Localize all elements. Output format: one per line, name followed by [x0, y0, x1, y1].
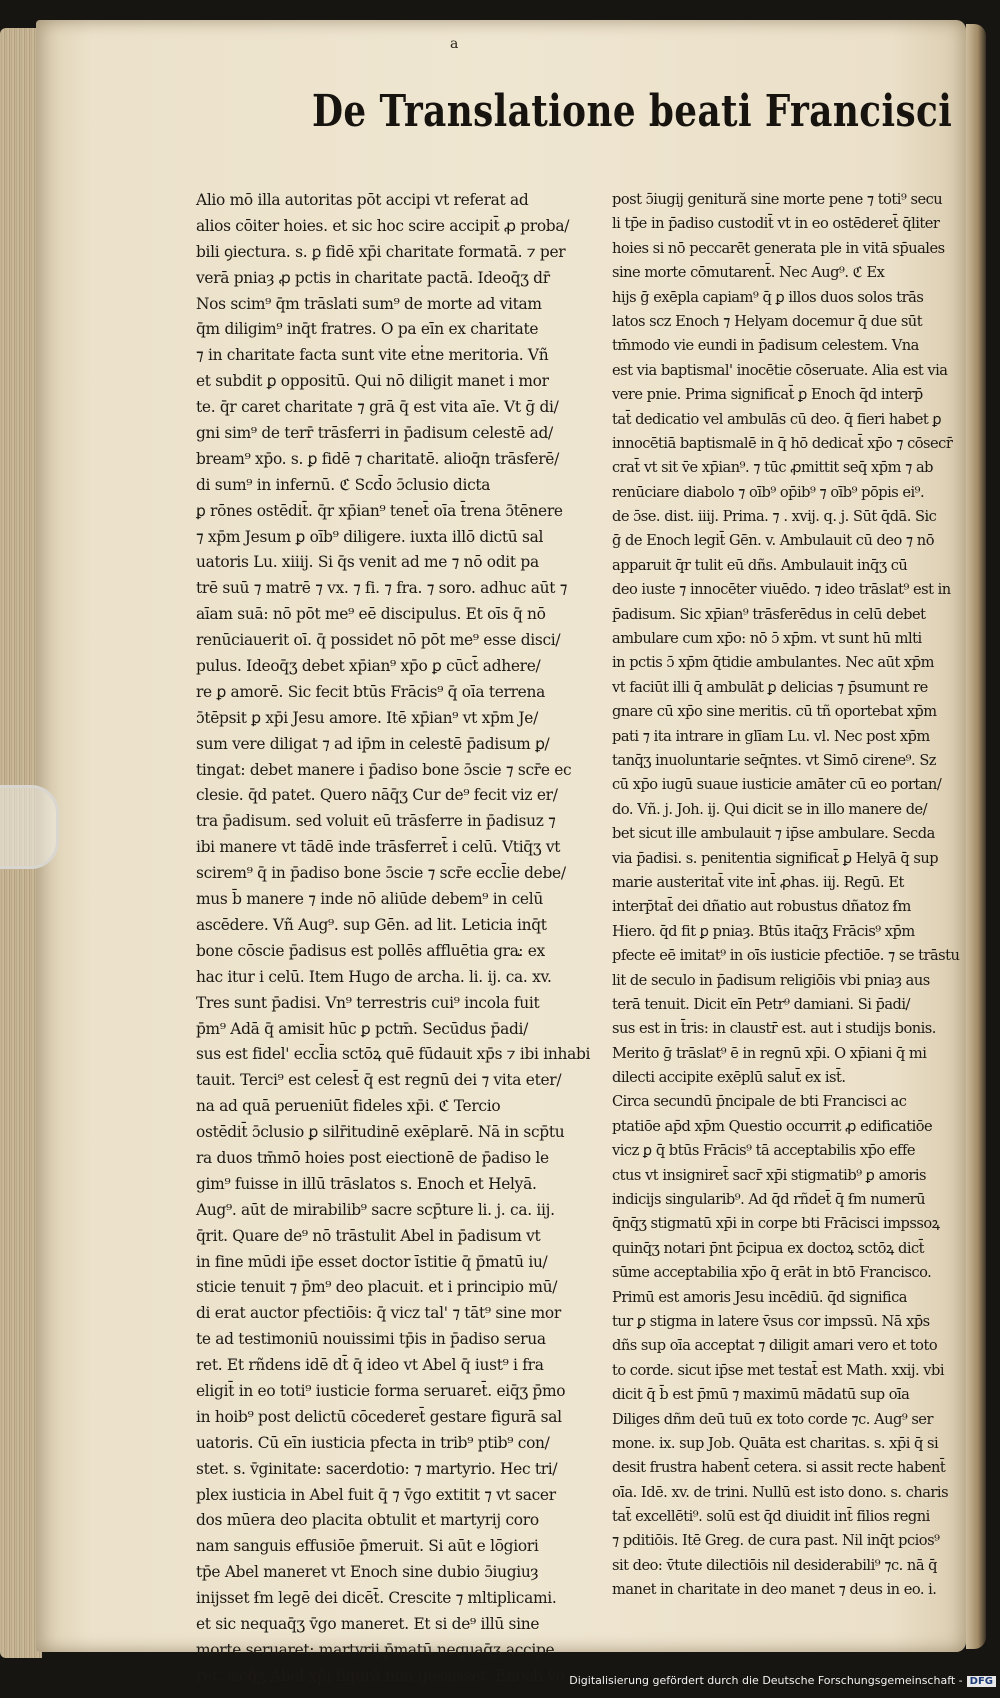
text-line: nam sanguis effusiōe p̄meruit. Si aūt e lōgiori [196, 1537, 539, 1556]
text-line: ostēdit̄ ɔ̄clusio ꝑ silr̄itudinē exēplarē. Nā in scp̄tu [196, 1123, 565, 1142]
text-line: oīa. Idē. xv. de trini. Nullū est isto dono. s. charis [612, 1483, 949, 1501]
text-line: mus b̄ manere ⁊ inde nō aliūde debem⁹ in celū [196, 890, 543, 909]
text-line: ⁊ xp̄m Jesum ꝑ oīb⁹ diligere. iuxta illō dictū sal [196, 527, 544, 546]
text-line: sit deo: v̄tute dilectiōis nil desiderabili⁹ ⁊c. nā q̄ [612, 1556, 938, 1574]
text-line: terā tenuit. Dicit eīn Petr⁹ damiani. Si p̄adi/ [612, 995, 910, 1013]
text-line: aīam suā: nō pōt me⁹ eē discipulus. Et oīs q̄ nō [196, 605, 546, 624]
text-line: ret. sicq̄ʒ Abel xp̄i figurā non gessisset. Enoch v̄o [196, 1666, 565, 1685]
text-line: vt faciūt illi q̄ ambulāt ꝑ delicias ⁊ p̄sumunt re [612, 678, 928, 696]
text-line: in fine mūdi ip̄e esset doctor īstitie q̄ p̄matū iu/ [196, 1252, 548, 1271]
text-line: tra p̄adisum. sed voluit eū trāsferre in p̄adisuz ⁊ [196, 812, 556, 831]
text-line: marie austeritat̄ vite int̄ ꝓhas. iij. Regū. Et [612, 873, 904, 891]
text-line: plex iusticia in Abel fuit q̄ ⁊ v̄go extitit ⁊ vt sacer [196, 1485, 556, 1504]
text-line: ibi manere vt tādē inde trāsferret̄ i celū. Vtiq̄ʒ vt [196, 838, 561, 857]
page-curl [966, 24, 986, 1649]
right-text-column [612, 188, 968, 1603]
text-line: dñs sup oīa acceptat ⁊ diligit amari vero et toto [612, 1337, 938, 1355]
text-line: hac itur i celū. Item Hugo de archa. li. ij. ca. xv. [196, 967, 552, 986]
text-line: de ɔ̄se. dist. iiij. Prima. ⁊ . xvij. q. j. Sūt q̄dā. Sic [612, 508, 937, 526]
text-line: innocētiā baptismalē in q̄ hō dedicat̄ xp̄o ⁊ cōsecr̄ [612, 434, 953, 452]
text-line: Alio mō illa autoritas pōt accipi vt referat ad [196, 191, 529, 209]
text-line: te. q̄r caret charitate ⁊ grā q̄ est vita aīe. Vt ḡ di/ [196, 398, 559, 417]
text-line: ꝑ rōnes ostēdit̄. q̄r xp̄ian⁹ tenet̄ oīa t̄rena ɔ̄tēnere [196, 501, 563, 520]
running-title: De Translatione beati Francisci [312, 86, 953, 137]
text-line: in hoib⁹ post delictū cōcederet̄ gestare figurā sal [196, 1407, 562, 1426]
text-line: sus est fidel' eccl̄ia sctōꝝ quē fūdauit xp̄s ⁊ ibi inhabi [196, 1045, 591, 1064]
dfg-logo: DFG [967, 1676, 996, 1687]
text-line: pfecte eē imitat⁹ in oīs iusticie pfectiōe. ⁊ se trāstu [612, 947, 960, 965]
text-line: clesie. q̄d patet. Quero nāq̄ʒ Cur de⁹ fecit viz er/ [196, 786, 558, 805]
text-line: ɔ̄tēpsit ꝑ xp̄i Jesu amore. Itē xp̄ian⁹ vt xp̄m Je/ [196, 708, 538, 727]
text-line: Nos scim⁹ q̄m trāslati sum⁹ de morte ad vitam [196, 294, 542, 313]
text-line: hijs ḡ exēpla capiam⁹ q̄ ꝑ illos duos solos trās [612, 288, 924, 306]
text-line: tat̄ dedicatio vel ambulās cū deo. q̄ fieri habet ꝑ [612, 410, 942, 428]
text-line: tat̄ excellēti⁹. solū est q̄d diuidit int̄ filios regni [612, 1508, 930, 1526]
text-line: sum vere diligat ⁊ ad ip̄m in celestē p̄adisum ꝑ/ [196, 734, 550, 753]
text-line: Circa secundū p̄ncipale de bti Francisci ac [612, 1093, 907, 1111]
text-line: Aug⁹. aūt de mirabilib⁹ sacre scp̄ture li. j. ca. iij. [196, 1200, 555, 1219]
text-line: sus est in t̄ris: in claustr̄ est. aut i studijs bonis. [612, 1020, 936, 1038]
text-line: crat̄ vt sit v̄e xp̄ian⁹. ⁊ tūc ꝓmittit seq̄ xp̄m ⁊ ab [612, 459, 934, 477]
text-line: q̄m diligim⁹ inq̄t fratres. O pa eīn ex charitate [196, 320, 539, 339]
text-line: cū xp̄o iugū suaue iusticie amāter cū eo portan/ [612, 776, 942, 794]
text-line: via p̄adisi. s. penitentia significat̄ ꝑ Helyā q̄ sup [612, 849, 939, 867]
text-line: tur ꝑ stigma in latere v̄sus cor impssū. Nā xp̄s [612, 1312, 930, 1330]
text-line: tp̄e Abel maneret vt Enoch sine dubio ɔ̄iugiuȝ [196, 1563, 539, 1582]
text-line: di sum⁹ in infernū. ℭ Scd̄o ɔ̄clusio dicta [196, 475, 491, 494]
page-mark: a [450, 36, 459, 52]
text-line: Hiero. q̄d fit ꝑ pniaȝ. Btūs itaq̄ʒ Frācis⁹ xp̄m [612, 922, 915, 940]
text-line: dilecti accipite exēplū salut̄ ex ist̄. [612, 1069, 846, 1087]
text-line: gim⁹ fuisse in illū trāslatos s. Enoch et Helyā. [196, 1174, 537, 1193]
text-line: indicijs singularib⁹. Ad q̄d rñdet̄ q̄ ẜm numerū [612, 1191, 926, 1209]
text-line: te ad testimoniū nouissimi tp̄is in p̄adiso serua [196, 1330, 546, 1349]
text-line: Diliges dñm deū tuū ex toto corde ⁊c. Aug⁹ ser [612, 1410, 933, 1428]
text-line: dos mūera deo placita obtulit et martyrij coro [196, 1511, 539, 1530]
text-line: ascēdere. Vñ Aug⁹. sup Gēn. ad lit. Leticia inq̄t [196, 915, 547, 934]
text-line: interp̄tat̄ dei dñatio aut robustus dñatoz ẜm [612, 898, 911, 916]
text-line: ⁊ pditiōis. Itē Greg. de cura past. Nil inq̄t pcios⁹ [612, 1532, 940, 1550]
text-line: verā pniaȝ ꝓ pctis in charitate pactā. Ideoq̄ʒ dr̄ [196, 268, 550, 287]
text-line: post ɔ̄iugij genitură sine morte pene ⁊ toti⁹ secu [612, 191, 943, 208]
text-line: q̄nq̄ʒ stigmatū xp̄i in corpe bti Frācisci impssoꝝ [612, 1215, 940, 1233]
text-line: morte seruaret: martyrij p̄matū nequaq̄ʒ accipe [196, 1640, 555, 1659]
text-line: ⁊ in charitate facta sunt vite eṫne meritoria. Vñ [196, 346, 549, 365]
text-line: tanq̄ʒ inuoluntarie seq̄ntes. vt Simō cirene⁹. Sz [612, 751, 936, 769]
text-line: q̄rit. Quare de⁹ nō trāstulit Abel in p̄adisum vt [196, 1226, 541, 1245]
text-line: uatoris. Cū eīn iusticia pfecta in trib⁹ ptib⁹ con/ [196, 1433, 550, 1452]
text-line: p̄adisum. Sic xp̄ian⁹ trāsferēdus in celū debet [612, 605, 926, 623]
text-line: tm̄modo vie eundi in p̄adisum celestem. Vna [612, 337, 919, 355]
text-line: di erat auctor pfectiōis: q̄ vicz tal' ⁊ tāt⁹ sine mor [196, 1304, 561, 1323]
left-text-column [196, 188, 598, 1690]
text-line: stet. s. v̄ginitate: sacerdotio: ⁊ martyrio. Hec tri/ [196, 1459, 558, 1478]
text-line: bone cōscie p̄adisus est pollēs affluētia gra꜡: ex [196, 941, 545, 960]
text-line: tingat: debet manere i p̄adiso bone ɔ̄scie ⁊ scr̄e ec [196, 760, 572, 779]
text-line: eligit̄ in eo toti⁹ iusticie forma seruaret̄. eiq̄ʒ p̄mo [196, 1381, 566, 1400]
text-line: na ad quā perueniūt fideles xp̄i. ℭ Tercio [196, 1097, 501, 1116]
text-line: sticie tenuit ⁊ p̄m⁹ deo placuit. et i principio mū/ [196, 1278, 558, 1297]
text-line: vicz ꝑ q̄ btūs Frācis⁹ tā acceptabilis xp̄o effe [612, 1142, 915, 1160]
text-line: pati ⁊ ita intrare in glīam Lu. vl. Nec post xp̄m [612, 727, 930, 745]
text-line: sūme acceptabilia xp̄o q̄ erāt in btō Francisco. [612, 1264, 932, 1282]
text-line: in pctis ɔ̄ xp̄m q̄tidie ambulantes. Nec aūt xp̄m [612, 654, 934, 672]
text-line: ambulare cum xp̄o: nō ɔ̄ xp̄m. vt sunt hū mlti [612, 630, 922, 648]
text-line: alios cōiter hoies. et sic hoc scire accipit̄ ꝓ proba/ [196, 216, 570, 235]
text-line: pulus. Ideoq̄ʒ debet xp̄ian⁹ xp̄o ꝑ cūct̄ adhere/ [196, 657, 541, 676]
text-line: Tres sunt p̄adisi. Vn⁹ terrestris cui⁹ incola fuit [196, 993, 540, 1012]
text-line: latos scz Enoch ⁊ Helyam docemur q̄ due sūt [612, 312, 923, 330]
text-line: dicit q̄ b̄ est p̄mū ⁊ maximū mādatū sup oīa [612, 1386, 910, 1404]
text-line: Primū est amoris Jesu incēdiū. q̄d significa [612, 1288, 907, 1306]
text-line: ḡ de Enoch legit̄ Gēn. v. Ambulauit cū deo ⁊ nō [612, 532, 934, 550]
text-line: inijsset ẜm legē dei dicēt̄. Crescite ⁊ mltiplicami. [196, 1589, 557, 1608]
text-line: li tp̄e in p̄adiso custodit̄ vt in eo ostēderet̄ q̄liter [612, 215, 940, 233]
text-line: scirem⁹ q̄ in p̄adiso bone ɔ̄scie ⁊ scr̄e eccl̄ie debe/ [196, 864, 566, 883]
text-line: est via baptismal' inocētie cōseruate. Alia est via [612, 361, 948, 379]
text-line: sine morte cōmutarent̄. Nec Aug⁹. ℭ Ex [612, 264, 885, 282]
text-line: ctus vt insigniret̄ sacr̄ xp̄i stigmatib⁹ ꝑ amoris [612, 1166, 927, 1184]
text-line: hoies si nō peccarēt generata ple in vitā sp̄uales [612, 239, 945, 257]
page-clip [0, 785, 59, 869]
text-line: desit frustra habent̄ cetera. si assit recte habent̄ [612, 1459, 946, 1477]
text-line: deo iuste ⁊ innocēter viuēdo. ⁊ ideo trāslat⁹ est in [612, 581, 951, 599]
text-line: mone. ix. sup Job. Quāta est charitas. s. xp̄i q̄ si [612, 1434, 939, 1452]
text-line: quinq̄ʒ notari p̄nt p̄cipua ex doctoꝝ sctōꝝ dict̄ [612, 1239, 925, 1257]
text-line: tauit. Terci⁹ est celest̄ q̄ est regnū dei ⁊ vita eter/ [196, 1071, 562, 1090]
text-line: renūciauerit oī. q̄ possidet nō pōt me⁹ esse disci/ [196, 631, 561, 650]
text-line: bream⁹ xp̄o. s. ꝑ fidē ⁊ charitatē. alioq̄n trāsferē/ [196, 449, 559, 468]
text-line: gnare cū xp̄o sine meritis. cū tñ oportebat xp̄m [612, 703, 937, 721]
text-line: lit de seculo in p̄adisum religiōis vbi pniaȝ aus [612, 971, 930, 989]
text-line: to corde. sicut ip̄se met testat̄ est Math. xxij. vbi [612, 1361, 945, 1379]
text-line: uatoris Lu. xiiij. Si q̄s venit ad me ⁊ nō odit pa [196, 553, 539, 572]
text-line: vere pnie. Prima significat̄ ꝑ Enoch q̄d interp̄ [612, 386, 923, 404]
text-line: et subdit ꝑ oppositū. Qui nō diligit manet i mor [196, 372, 549, 391]
text-line: bili ꝯiectura. s. ꝑ fidē xp̄i charitate formatā. ⁊ per [196, 242, 566, 261]
text-line: bet sicut ille ambulauit ⁊ ip̄se ambulare. Secda [612, 825, 935, 843]
credit-text: Digitalisierung gefördert durch die Deutsche Forschungsgemeinschaft - [569, 1674, 963, 1687]
text-line: Merito ḡ trāslat⁹ ē in regnū xp̄i. O xp̄iani q̄ mi [612, 1044, 927, 1062]
text-line: apparuit q̄r tulit eū dñs. Ambulauit inq̄ʒ cū [612, 556, 908, 574]
text-line: ra duos tm̄mō hoies post eiectionē de p̄adiso le [196, 1148, 549, 1167]
text-line: trē suū ⁊ matrē ⁊ vx. ⁊ fi. ⁊ fra. ⁊ soro. adhuc aūt ⁊ [196, 579, 568, 598]
text-line: gni sim⁹ de terr̄ trāsferri in p̄adisum celestē ad/ [196, 424, 553, 443]
text-line: ptatiōe ap̄d xp̄m Questio occurrit ꝓ edificatiōe [612, 1117, 933, 1135]
text-line: et sic nequaq̄ʒ v̄go maneret. Et si de⁹ illū sine [196, 1614, 540, 1633]
text-line: do. Vñ. j. Joh. ij. Qui dicit se in illo manere de/ [612, 800, 928, 818]
text-line: ret. Et rñdens idē dt̄ q̄ ideo vt Abel q̄ iust⁹ i fra [196, 1356, 544, 1375]
text-line: p̄m⁹ Adā q̄ amisit hūc ꝑ pctm̄. Secūdus p̄adi/ [196, 1019, 529, 1038]
text-line: manet in charitate in deo manet ⁊ deus in eo. i. [612, 1581, 937, 1599]
text-line: renūciare diabolo ⁊ oīb⁹ op̄ib⁹ ⁊ oīb⁹ pōpis ei⁹. [612, 483, 925, 501]
text-line: re ꝑ amorē. Sic fecit btūs Frācis⁹ q̄ oīa terrena [196, 682, 545, 701]
digitization-credit [560, 1674, 996, 1687]
